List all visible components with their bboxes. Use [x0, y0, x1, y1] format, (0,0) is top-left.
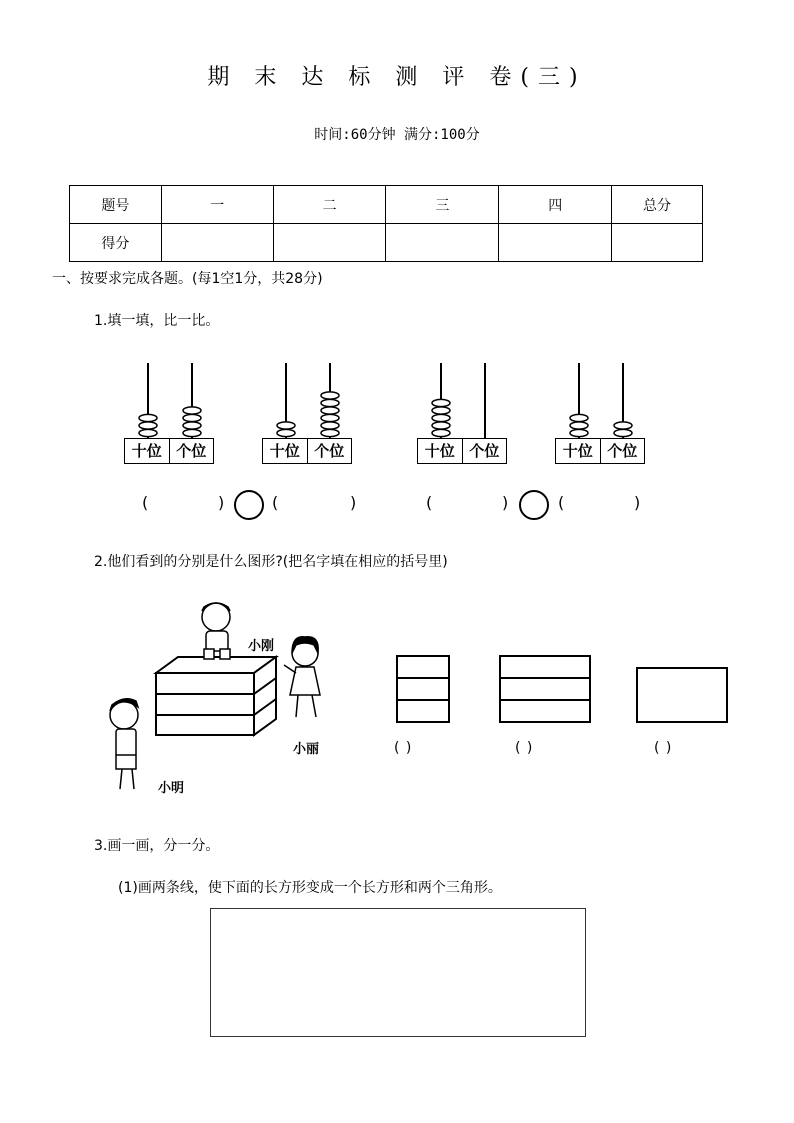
answer-paren-close: ) — [502, 493, 509, 512]
score-input-cell[interactable] — [499, 224, 612, 262]
score-input-cell[interactable] — [612, 224, 703, 262]
score-table — [69, 185, 703, 262]
side-view-shape — [500, 656, 590, 722]
score-row-label: 得分 — [70, 224, 162, 262]
question-3-prompt: 3.画一画，分一分。 — [94, 838, 220, 854]
top-view-shape — [637, 668, 727, 722]
abacus-bead — [432, 422, 450, 429]
score-input-cell[interactable] — [273, 224, 386, 262]
abacus-label-box — [417, 438, 507, 464]
section-heading: 一、按要求完成各题。(每1空1分，共28分) — [52, 271, 323, 287]
page-title: 期 末 达 标 测 评 卷(三) — [207, 65, 587, 90]
tens-label: 十位 — [263, 439, 308, 463]
abacus-bead — [183, 407, 201, 414]
tens-label: 十位 — [556, 439, 601, 463]
answer-paren-close: ) — [634, 493, 641, 512]
name-label-xiaoli: 小丽 — [293, 742, 320, 757]
front-view-shape — [397, 656, 449, 722]
answer-paren-open: ( — [272, 493, 279, 512]
abacus-bead — [139, 414, 157, 421]
answer-paren-open: ( — [426, 493, 433, 512]
question-1-prompt: 1.填一填，比一比。 — [94, 313, 220, 329]
score-header-cell: 题号 — [70, 186, 162, 224]
view-answer-blank[interactable]: ( ) — [515, 740, 534, 756]
abacus-bead — [183, 414, 201, 421]
abacus-bead — [570, 422, 588, 429]
abacus-bead — [183, 422, 201, 429]
abacus-bead — [321, 407, 339, 414]
view-answer-blank[interactable]: ( ) — [394, 740, 413, 756]
view-shapes — [390, 650, 740, 730]
abacus-bead — [570, 414, 588, 421]
abacus-bead — [139, 422, 157, 429]
abacus-bead — [321, 399, 339, 406]
score-table-header-row — [70, 186, 703, 224]
score-header-cell: 一 — [161, 186, 273, 224]
abacus-bead — [139, 429, 157, 436]
ones-label: 个位 — [314, 442, 345, 460]
score-input-cell[interactable] — [386, 224, 499, 262]
question-3-1-prompt: (1)画两条线，使下面的长方形变成一个长方形和两个三角形。 — [118, 880, 502, 896]
abacus-bead — [321, 429, 339, 436]
abacus-bead — [432, 407, 450, 414]
abacus-bead — [183, 429, 201, 436]
ones-label: 个位 — [607, 442, 638, 460]
abacus-label-box — [262, 438, 352, 464]
abacus-bead — [321, 414, 339, 421]
ones-label: 个位 — [469, 442, 500, 460]
abacus-bead — [321, 392, 339, 399]
abacus-bead — [321, 422, 339, 429]
tens-label: 十位 — [418, 439, 463, 463]
abacus-bead — [277, 422, 295, 429]
stacked-box-illustration — [100, 595, 340, 805]
view-answer-blank[interactable]: ( ) — [654, 740, 673, 756]
drawing-rectangle[interactable] — [210, 908, 586, 1037]
answer-paren-close: ) — [218, 493, 225, 512]
ones-label: 个位 — [176, 442, 207, 460]
compare-circle[interactable] — [234, 490, 264, 520]
abacus-label-box — [555, 438, 645, 464]
abacus-bead — [614, 422, 632, 429]
compare-circle[interactable] — [519, 490, 549, 520]
abacus-bead — [432, 414, 450, 421]
abacus-bead — [570, 429, 588, 436]
tens-label: 十位 — [125, 439, 170, 463]
answer-paren-open: ( — [142, 493, 149, 512]
name-label-xiaoming: 小明 — [158, 781, 185, 796]
answer-paren-open: ( — [558, 493, 565, 512]
abacus-bead — [432, 429, 450, 436]
name-label-xiaogang: 小刚 — [248, 639, 275, 654]
exam-meta: 时间:60分钟 满分:100分 — [314, 127, 480, 143]
answer-paren-close: ) — [350, 493, 357, 512]
score-header-cell: 三 — [386, 186, 499, 224]
score-header-cell: 总分 — [612, 186, 703, 224]
score-table-score-row — [70, 224, 703, 262]
abacus-bead — [277, 429, 295, 436]
score-header-cell: 四 — [499, 186, 612, 224]
abacus-bead — [432, 399, 450, 406]
score-header-cell: 二 — [273, 186, 386, 224]
question-2-prompt: 2.他们看到的分别是什么图形?(把名字填在相应的括号里) — [94, 554, 448, 570]
abacus-label-box — [124, 438, 214, 464]
abacus-group — [0, 355, 794, 470]
abacus-bead — [614, 429, 632, 436]
score-input-cell[interactable] — [161, 224, 273, 262]
